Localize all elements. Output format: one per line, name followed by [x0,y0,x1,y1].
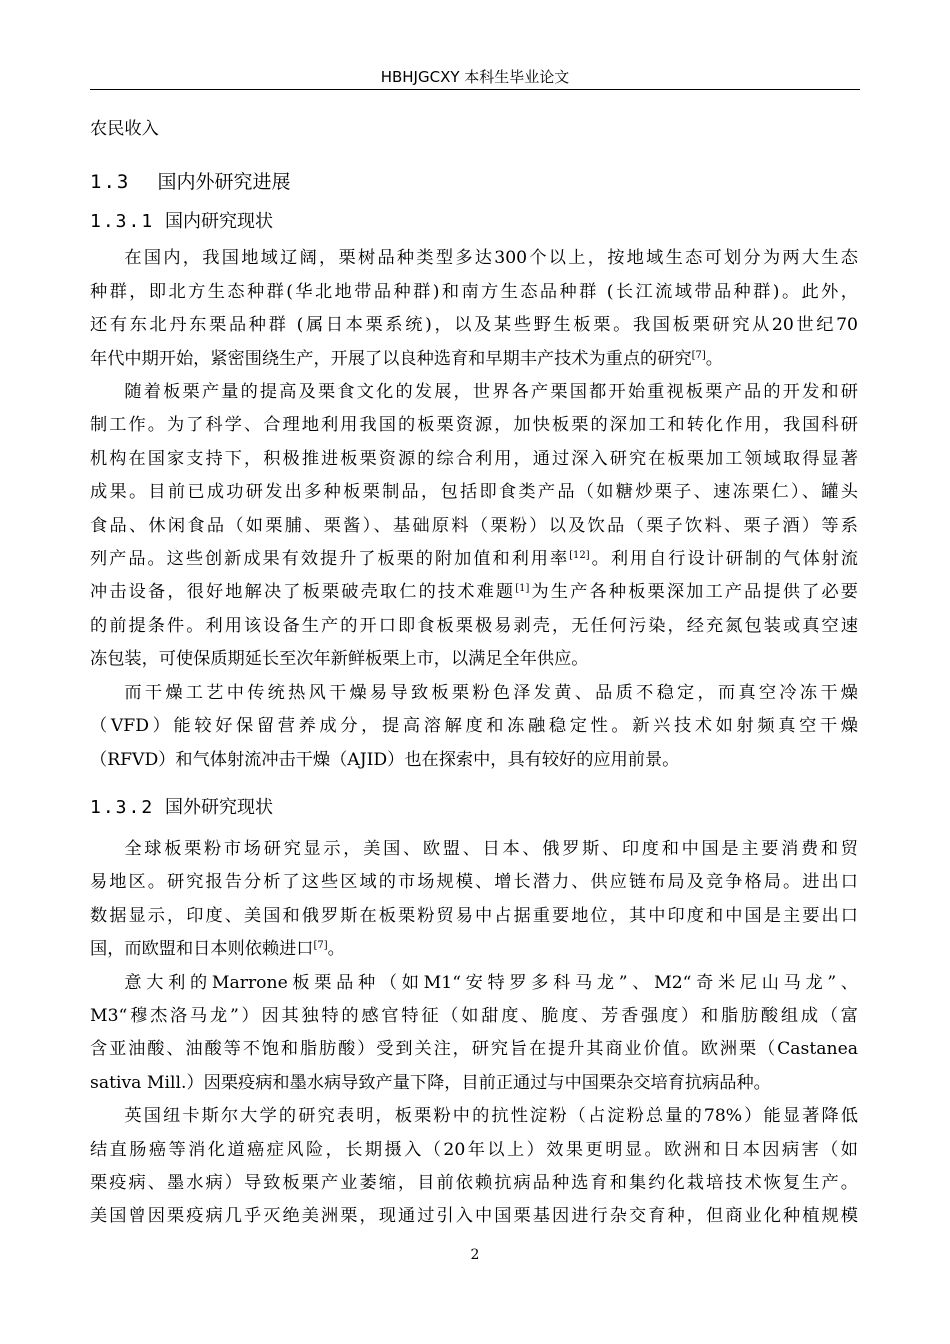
text-line: 冲击设备，很好地解决了板栗破壳取仁的技术难题[1]为生产各种板栗深加工产品提供了必要 [90,582,858,603]
citation: [7] [691,349,706,361]
paragraph-domestic-varieties [90,242,858,376]
text-line: 制工作。为了科学、合理地利用我国的板栗资源，加快板栗的深加工和转化作用，我国科研 [90,415,858,436]
section-title: 国外研究现状 [165,796,274,818]
text-line: 含亚油酸、油酸等不饱和脂肪酸）受到关注，研究旨在提升其商业价值。欧洲栗（Castanea [90,1039,858,1060]
text-line: 全球板栗粉市场研究显示，美国、欧盟、日本、俄罗斯、印度和中国是主要消费和贸 [124,838,858,859]
text-line: 种群，即北方生态种群(华北地带品种群)和南方生态品种群 (长江流域带品种群)。此外， [90,281,858,302]
text-line: 机构在国家支持下，积极推进板栗资源的综合利用，通过深入研究在板栗加工领域取得显著 [90,448,858,469]
section-number: 1.3 [90,171,131,194]
paragraph-italian-varieties [90,967,858,1101]
text-line: 在国内，我国地域辽阔，栗树品种类型多达300个以上，按地域生态可划分为两大生态 [124,248,858,269]
text-line: 意大利的Marrone板栗品种（如M1“安特罗多科马龙”、M2“奇米尼山马龙”、 [124,972,858,993]
text-line: （VFD）能较好保留营养成分，提高溶解度和冻融稳定性。新兴技术如射频真空干燥 [90,716,858,737]
paragraph-global-market [90,833,858,967]
text-line: 冻包装，可使保质期延长至次年新鲜板栗上市，以满足全年供应。 [90,649,589,670]
carry-over-text: 农民收入 [90,119,159,139]
page-number: 2 [470,1247,480,1263]
paragraph-resistant-starch [90,1100,858,1234]
text-line: 栗疫病、墨水病）导致板栗产业萎缩，目前依赖抗病品种选育和集约化栽培技术恢复生产。 [90,1172,858,1193]
text-line: 还有东北丹东栗品种群 (属日本栗系统)，以及某些野生板栗。我国板栗研究从20世纪70 [90,315,858,336]
text-line: 列产品。这些创新成果有效提升了板栗的附加值和利用率[12]。利用自行设计研制的气体射流 [90,549,858,570]
citation: [7] [313,940,328,952]
section-number: 1.3.1 [90,211,155,233]
section-heading-1-3-2 [90,791,858,824]
section-number: 1.3.2 [90,796,155,818]
text-line: 结直肠癌等消化道癌症风险，长期摄入（20年以上）效果更明显。欧洲和日本因病害（如 [90,1139,858,1160]
text-line: 而干燥工艺中传统热风干燥易导致板栗粉色泽发黄、品质不稳定，而真空冷冻干燥 [124,682,858,703]
text-line: 成果。目前已成功研发出多种板栗制品，包括即食类产品（如糖炒栗子、速冻栗仁）、罐头 [90,482,858,503]
section-heading-1-3-1 [90,205,858,238]
text-line: 随着板栗产量的提高及栗食文化的发展，世界各产栗国都开始重视板栗产品的开发和研 [124,382,858,403]
text-line: 数据显示，印度、美国和俄罗斯在板栗粉贸易中占据重要地位，其中印度和中国是主要出口 [90,905,858,926]
text-line: 的前提条件。利用该设备生产的开口即食板栗极易剥壳，无任何污染，经充氮包装或真空速 [90,615,858,636]
citation: [12] [569,550,590,562]
text-line: 年代中期开始，紧密围绕生产，开展了以良种选育和早期丰产技术为重点的研究[7]。 [90,348,723,369]
running-header: HBHJGCXY 本科生毕业论文 [380,68,570,86]
section-title: 国内研究现状 [165,211,274,233]
text-line: M3“穆杰洛马龙”）因其独特的感官特征（如甜度、脆度、芳香强度）和脂肪酸组成（富 [90,1005,858,1026]
section-title: 国内外研究进展 [157,171,291,194]
text-line: 易地区。研究报告分析了这些区域的市场规模、增长潜力、供应链布局及竞争格局。进出口 [90,872,858,893]
page-body [90,113,858,1234]
text-line: 国，而欧盟和日本则依赖进口[7]。 [90,939,345,960]
text-line: sativa Mill.）因栗疫病和墨水病导致产量下降，目前正通过与中国栗杂交培育抗病品种。 [90,1072,771,1093]
citation: [1] [515,583,530,595]
text-line: 食品、休闲食品（如栗脯、栗酱）、基础原料（栗粉）以及饮品（栗子饮料、栗子酒）等系 [90,515,858,536]
text-line: 美国曾因栗疫病几乎灭绝美洲栗，现通过引入中国栗基因进行杂交育种，但商业化种植规模 [90,1206,858,1227]
paragraph-drying-technology [90,677,858,777]
paragraph-domestic-processing [90,376,858,677]
header-rule [90,89,860,90]
text-line: （RFVD）和气体射流冲击干燥（AJID）也在探索中，具有较好的应用前景。 [90,749,680,770]
section-heading-1-3 [90,166,858,199]
text-line: 英国纽卡斯尔大学的研究表明，板栗粉中的抗性淀粉（占淀粉总量的78%）能显著降低 [124,1106,858,1127]
